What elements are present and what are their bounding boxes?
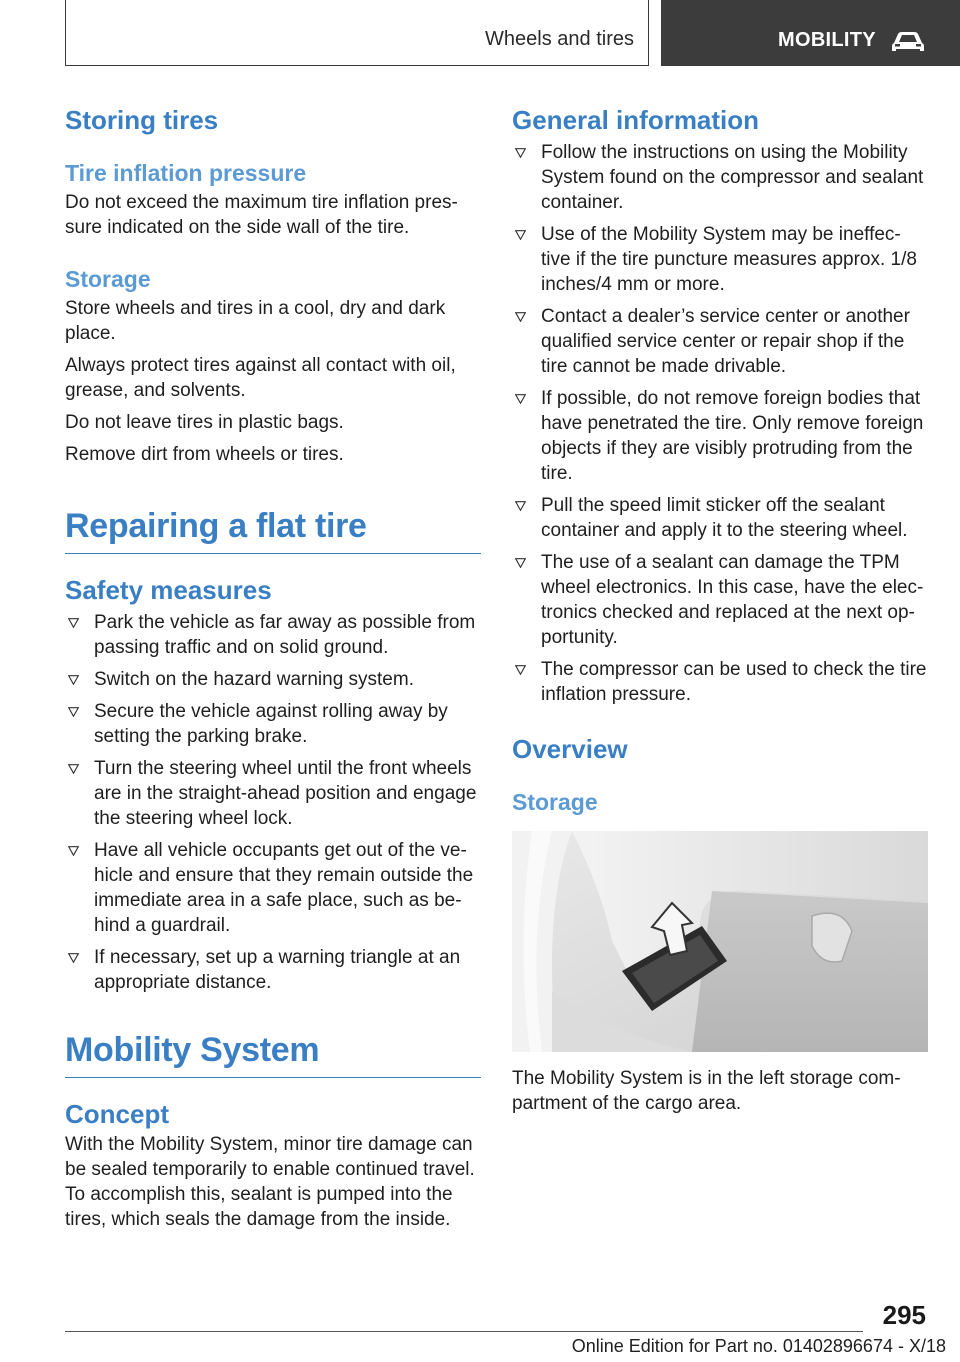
- heading-mobility-system: Mobility System: [65, 1029, 481, 1078]
- triangle-bullet-icon: [515, 501, 526, 511]
- list-item: Follow the instructions on using the Mobility System found on the compressor and sealant container.: [512, 140, 930, 215]
- chapter-tab: [661, 0, 960, 66]
- list-item: Park the vehicle as far away as possible from passing traffic and on solid ground.: [65, 610, 481, 660]
- triangle-bullet-icon: [68, 675, 79, 685]
- left-column: [65, 104, 481, 1232]
- cargo-area-photo: [512, 831, 928, 1052]
- section-tab: [65, 0, 649, 66]
- triangle-bullet-icon: [515, 312, 526, 322]
- heading-storing-tires: Storing tires: [65, 105, 219, 135]
- list-item: Use of the Mobility System may be ineffec‐ tive if the tire puncture measures approx. 1/8 inches/4 mm or more.: [512, 222, 930, 297]
- concept-text: With the Mobility System, minor tire damage can be sealed temporarily to enable continued travel. To accomplish this, sealant is pumped into the tires, which seals the damage from the inside.: [65, 1134, 475, 1230]
- safety-measures-list: [65, 610, 481, 995]
- storage-paragraph: Always protect tires against all contact with oil, grease, and solvents.: [65, 355, 456, 401]
- edition-footer: Online Edition for Part no. 01402896674 - X/18: [571, 1336, 946, 1356]
- triangle-bullet-icon: [515, 394, 526, 404]
- inflation-text: Do not exceed the maximum tire inflation pres‐ sure indicated on the side wall of the tire.: [65, 192, 458, 238]
- storage-paragraph: Remove dirt from wheels or tires.: [65, 444, 344, 465]
- triangle-bullet-icon: [515, 230, 526, 240]
- heading-overview: Overview: [512, 734, 628, 764]
- triangle-bullet-icon: [68, 764, 79, 774]
- list-item: The use of a sealant can damage the TPM wheel electronics. In this case, have the elec‐ tronics checked and replaced at the next op‐ portunity.: [512, 550, 930, 650]
- triangle-bullet-icon: [68, 618, 79, 628]
- triangle-bullet-icon: [68, 953, 79, 963]
- list-item: Have all vehicle occupants get out of the ve‐ hicle and ensure that they remain outside the immediate area in a safe place, such as be‐ hind a guardrail.: [65, 838, 481, 938]
- section-title: Wheels and tires: [485, 28, 634, 50]
- list-item: Pull the speed limit sticker off the sealant container and apply it to the steering wheel.: [512, 493, 930, 543]
- list-item: If possible, do not remove foreign bodies that have penetrated the tire. Only remove foreign objects if they are visibly protruding from the tire.: [512, 386, 930, 486]
- heading-tire-inflation-pressure: Tire inflation pressure: [65, 160, 307, 186]
- triangle-bullet-icon: [68, 846, 79, 856]
- heading-general-information: General information: [512, 105, 760, 135]
- general-information-list: [512, 140, 930, 707]
- right-column: [512, 104, 930, 1116]
- list-item: Secure the vehicle against rolling away by setting the parking brake.: [65, 699, 481, 749]
- list-item: Switch on the hazard warning system.: [65, 667, 481, 692]
- storage-caption: The Mobility System is in the left storage com‐ partment of the cargo area.: [512, 1068, 901, 1114]
- page-header: [0, 0, 960, 66]
- heading-concept: Concept: [65, 1099, 169, 1129]
- triangle-bullet-icon: [515, 558, 526, 568]
- footer-divider: [65, 1331, 863, 1332]
- chapter-title: MOBILITY: [778, 29, 876, 51]
- page-number: 295: [882, 1300, 926, 1330]
- storage-paragraph: Do not leave tires in plastic bags.: [65, 412, 344, 433]
- heading-safety-measures: Safety measures: [65, 575, 272, 605]
- cargo-area-illustration: [512, 831, 928, 1052]
- triangle-bullet-icon: [515, 665, 526, 675]
- list-item: Turn the steering wheel until the front wheels are in the straight-ahead position and engage the steering wheel lock.: [65, 756, 481, 831]
- car-icon: [890, 29, 926, 55]
- storage-paragraph: Store wheels and tires in a cool, dry and dark place.: [65, 298, 446, 344]
- triangle-bullet-icon: [515, 148, 526, 158]
- list-item: Contact a dealer’s service center or another qualified service center or repair shop if the tire cannot be made drivable.: [512, 304, 930, 379]
- list-item: The compressor can be used to check the tire inflation pressure.: [512, 657, 930, 707]
- list-item: If necessary, set up a warning triangle at an appropriate distance.: [65, 945, 481, 995]
- triangle-bullet-icon: [68, 707, 79, 717]
- heading-storage: Storage: [512, 789, 598, 815]
- heading-storage: Storage: [65, 266, 151, 292]
- heading-repairing-flat-tire: Repairing a flat tire: [65, 505, 481, 554]
